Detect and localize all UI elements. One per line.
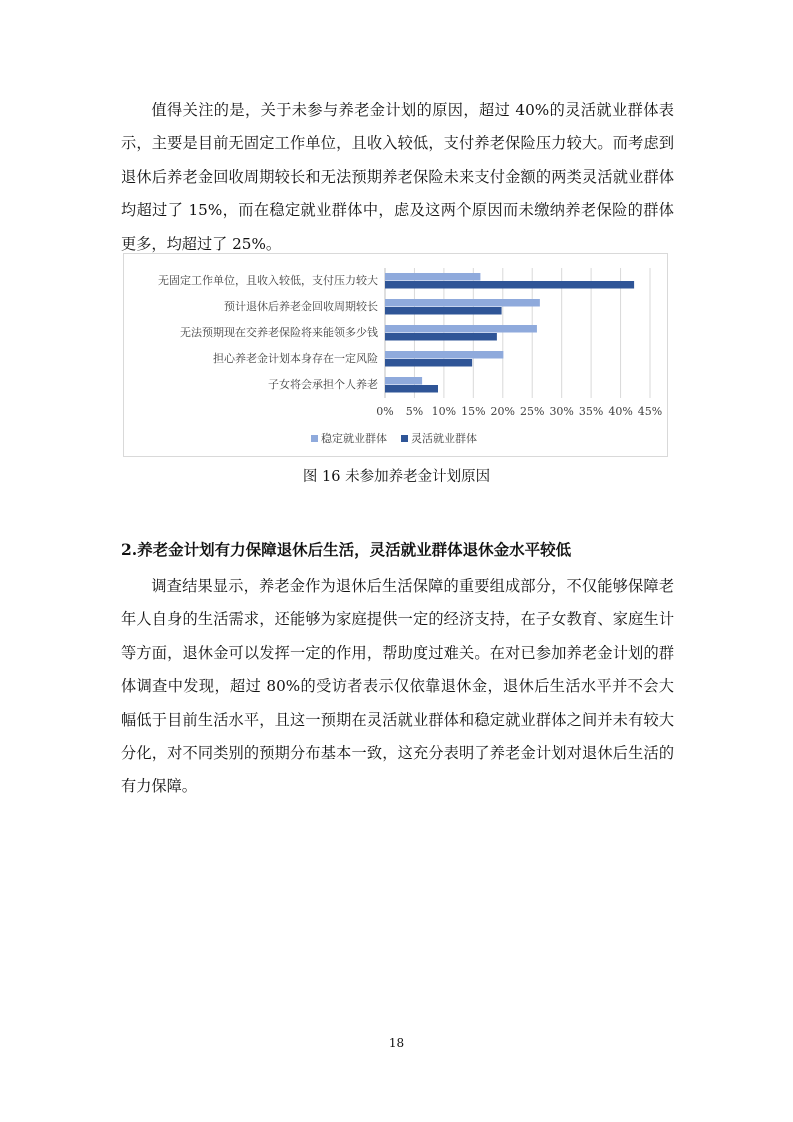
bar-stable-3	[385, 351, 503, 359]
bar-stable-2	[385, 325, 537, 333]
category-label: 无固定工作单位，且收入较低，支付压力较大	[158, 274, 378, 287]
bar-flexible-1	[385, 307, 502, 315]
legend-label: 灵活就业群体	[411, 432, 477, 445]
x-tick-label: 0%	[376, 405, 394, 418]
paragraph-non-participation-reasons: 值得关注的是，关于未参与养老金计划的原因，超过 40%的灵活就业群体表示，主要是目前无固定工作单位，且收入较低，支付养老保险压力较大。而考虑到退休后养老金回收周期较长和无法预期养老保险未来支付金额的两类灵活就业群体均超过了 15%，而在稳定就业群体中，虑及这两个原因而未缴纳养老保险的群体更多，均超过了 25%。	[121, 101, 674, 253]
category-label: 子女将会承担个人养老	[268, 378, 378, 391]
x-tick-label: 40%	[608, 405, 633, 418]
x-tick-label: 35%	[578, 405, 604, 418]
x-tick-label: 30%	[549, 405, 574, 418]
legend-swatch	[311, 435, 318, 442]
x-tick-label: 25%	[519, 405, 545, 418]
x-tick-label: 20%	[490, 405, 516, 418]
x-tick-label: 45%	[637, 405, 663, 418]
bar-flexible-3	[385, 359, 472, 367]
legend-label: 稳定就业群体	[321, 432, 387, 445]
legend-swatch	[401, 435, 408, 442]
x-tick-label: 5%	[405, 405, 424, 418]
x-tick-label: 15%	[461, 405, 486, 418]
bar-stable-4	[385, 377, 422, 385]
bar-flexible-4	[385, 385, 438, 393]
bar-flexible-2	[385, 333, 497, 341]
figure-16-chart	[123, 253, 668, 457]
paragraph-pension-support: 调查结果显示，养老金作为退休后生活保障的重要组成部分，不仅能够保障老年人自身的生活需求，还能够为家庭提供一定的经济支持，在子女教育、家庭生计等方面，退休金可以发挥一定的作用，帮助度过难关。在对已参加养老金计划的群体调查中发现，超过 80%的受访者表示仅依靠退休金，退休后生活水平并不会大幅低于目前生活水平，且这一预期在灵活就业群体和稳定就业群体之间并未有较大分化，对不同类别的预期分布基本一致，这充分表明了养老金计划对退休后生活的有力保障。	[121, 577, 674, 796]
figure-caption: 图 16 未参加养老金计划原因	[302, 469, 491, 485]
category-label: 无法预期现在交养老保险将来能领多少钱	[180, 326, 378, 339]
category-label: 预计退休后养老金回收周期较长	[224, 300, 378, 313]
category-label: 担心养老金计划本身存在一定风险	[213, 352, 378, 365]
bar-chart-svg	[124, 254, 669, 458]
section-heading: 2.养老金计划有力保障退休后生活，灵活就业群体退休金水平较低	[121, 540, 572, 559]
x-tick-label: 10%	[431, 405, 457, 418]
bar-stable-1	[385, 299, 540, 307]
bar-flexible-0	[385, 281, 634, 289]
page-number: 18	[388, 1036, 405, 1050]
bar-stable-0	[385, 273, 480, 281]
